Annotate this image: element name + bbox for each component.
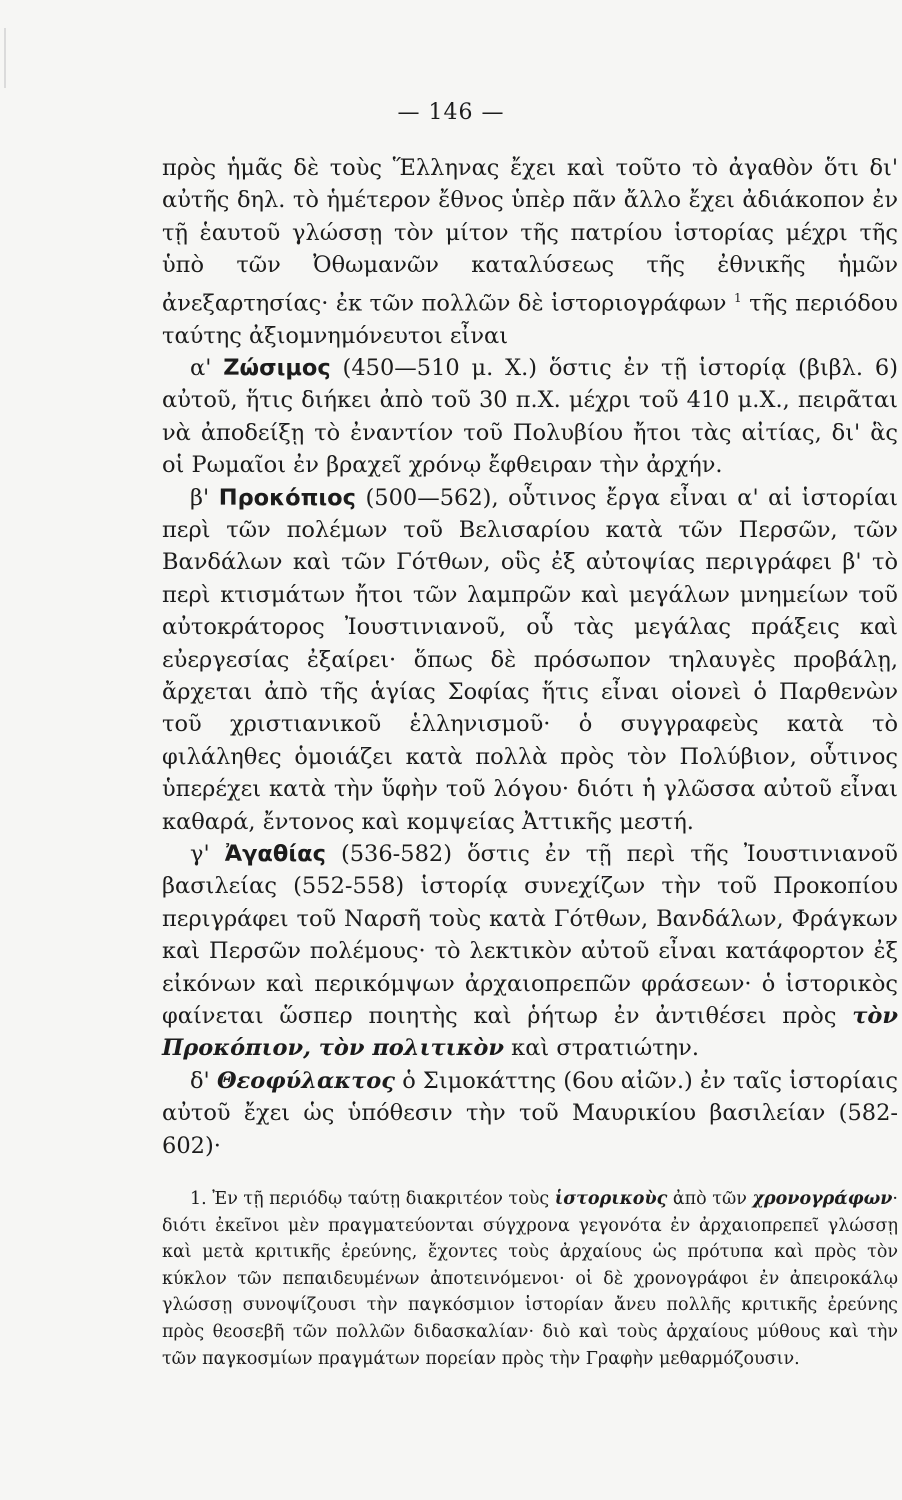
page-edge-mark <box>4 28 16 88</box>
text-run: δ' <box>190 1067 217 1094</box>
paragraph <box>162 838 898 1065</box>
text-it-bold: χρονογράφων <box>752 1189 893 1209</box>
text-run: πρὸς ἡμᾶς δὲ τοὺς Ἕλληνας ἔχει καὶ τοῦτο τὸ ἀγαθὸν ὅτι δι' αὐτῆς δηλ. τὸ ἡμέτερον ἔθνος ὑπὲρ πᾶν ἄλλο ἔχει ἀδιάκοπον ἐν τῇ ἑαυτοῦ γλώσσῃ τὸν μίτον τῆς πατρίου ἱστορίας μέχρι τῆς ὑπὸ τῶν Ὀθωμανῶν καταλύσεως τῆς ἐθνικῆς ἡμῶν ἀνεξαρτησίας· ἐκ τῶν πολλῶν δὲ ἱστοριογράφων <box>162 155 898 317</box>
text-run: β' <box>190 484 219 511</box>
text-it-bold: ἱστορικοὺς <box>554 1189 668 1209</box>
text-run: γ' <box>190 841 225 868</box>
text-run: α' <box>190 354 224 381</box>
text-it-bold: τὸν Προκόπιον, τὸν πολιτικὸν <box>162 1003 898 1062</box>
text-run: ἀπὸ τῶν <box>667 1189 753 1209</box>
text-it-bold: Θεοφύλακτος <box>216 1067 395 1094</box>
text-run: (500—562), οὗτινος ἔργα εἶναι α' αἱ ἱστορίαι περὶ τῶν πολέμων τοῦ Βελισαρίου κατὰ τῶν Περσῶν, τῶν Βανδάλων καὶ τῶν Γότθων, οὓς ἐξ αὐτοψίας περιγράφει β' τὸ περὶ κτισμάτων ἤτοι τῶν λαμπρῶν καὶ μεγάλων μνημείων τοῦ αὐτοκράτορος Ἰουστινιανοῦ, οὗ τὰς μεγάλας πράξεις καὶ εὐεργεσίας ἐξαίρει· ὅπως δὲ πρόσωπον τηλαυγὲς προβάλῃ, ἄρχεται ἀπὸ τῆς ἁγίας Σοφίας ἥτις εἶναι οἱονεὶ ὁ Παρθενὼν τοῦ χριστιανικοῦ ἑλληνισμοῦ· ὁ συγγραφεὺς κατὰ τὸ φιλάληθες ὁμοιάζει κατὰ πολλὰ πρὸς τὸν Πολύβιον, οὗτινος ὑπερέχει κατὰ τὴν ὕφὴν τοῦ λόγου· διότι ἡ γλῶσσα αὐτοῦ εἶναι καθαρά, ἔντονος καὶ κομψείας Ἀττικῆς μεστή. <box>162 484 898 835</box>
page-number: — 146 — <box>397 100 505 125</box>
paragraph <box>162 352 898 482</box>
text-run: · διότι ἐκεῖνοι μὲν πραγματεύονται σύγχρονα γεγονότα ἐν ἀρχαιοπρεπεῖ γλώσσῃ καὶ μετὰ κριτικῆς ἐρεύνης, ἔχοντες τοὺς ἀρχαίους ὡς πρότυπα καὶ πρὸς τὸν κύκλον τῶν πεπαιδευμένων ἀποτεινόμενοι· οἱ δὲ χρονογράφοι ἐν ἀπειροκάλῳ γλώσσῃ συνοψίζουσι τὴν παγκόσμιον ἱστορίαν ἄνευ πολλῆς κριτικῆς ἐρεύνης πρὸς θεοσεβῆ τῶν πολλῶν διδασκαλίαν· διὸ καὶ τοὺς ἀρχαίους μύθους καὶ τὴν τῶν παγκοσμίων πραγμάτων πορείαν πρὸς τὴν Γραφὴν μεθαρμόζουσιν. <box>162 1189 898 1369</box>
text-run: (536-582) ὅστις ἐν τῇ περὶ τῆς Ἰουστινιανοῦ βασιλείας (552-558) ἱστορίᾳ συνεχίζων τὴν τοῦ Προκοπίου περιγράφει τοῦ Ναρσῆ τοὺς κατὰ Γότθων, Βανδάλων, Φράγκων καὶ Περσῶν πολέμους· τὸ λεκτικὸν αὐτοῦ εἶναι κατάφορτον ἐξ εἰκόνων καὶ περικόμψων ἀρχαιοπρεπῶν φράσεων· ὁ ἱστορικὸς φαίνεται ὥσπερ ποιητὴς καὶ ῥήτωρ ἐν ἀντιθέσει πρὸς <box>162 841 898 1030</box>
text-sans-head: Ἀγαθίας <box>224 841 326 868</box>
text-sup: 1 <box>733 290 742 305</box>
text-run: 1. Ἐν τῇ περιόδῳ ταύτῃ διακριτέον τοὺς <box>190 1189 555 1209</box>
paragraph <box>162 1065 898 1162</box>
text-sans-head: Προκόπιος <box>218 484 356 511</box>
paragraph <box>162 152 898 352</box>
footnote-paragraph <box>162 1186 898 1372</box>
paragraph <box>162 482 898 838</box>
text-run: καὶ στρατιώτην. <box>503 1035 699 1062</box>
text-run: ὁ Σιμοκάττης (6ου αἰῶν.) ἐν ταῖς ἱστορίαις αὐτοῦ ἔχει ὡς ὑπόθεσιν τὴν τοῦ Μαυρικίου βασιλείαν (582-602)· <box>162 1067 898 1159</box>
body-text <box>162 152 898 1162</box>
text-run: τῆς περιόδου ταύτης ἀξιομνημόνευτοι εἶναι <box>162 290 898 349</box>
text-sans-head: Ζώσιμος <box>223 354 331 381</box>
footnote-section <box>162 1186 898 1372</box>
text-run: (450—510 μ. Χ.) ὅστις ἐν τῇ ἱστορίᾳ (βιβλ. 6) αὐτοῦ, ἥτις διήκει ἀπὸ τοῦ 30 π.Χ. μέχρι τοῦ 410 μ.Χ., πειρᾶται νὰ ἀποδείξῃ τὸ ἐναντίον τοῦ Πολυβίου ἤτοι τὰς αἰτίας, δι' ἃς οἱ Ρωμαῖοι ἐν βραχεῖ χρόνῳ ἔφθειραν τὴν ἀρχήν. <box>162 354 898 479</box>
